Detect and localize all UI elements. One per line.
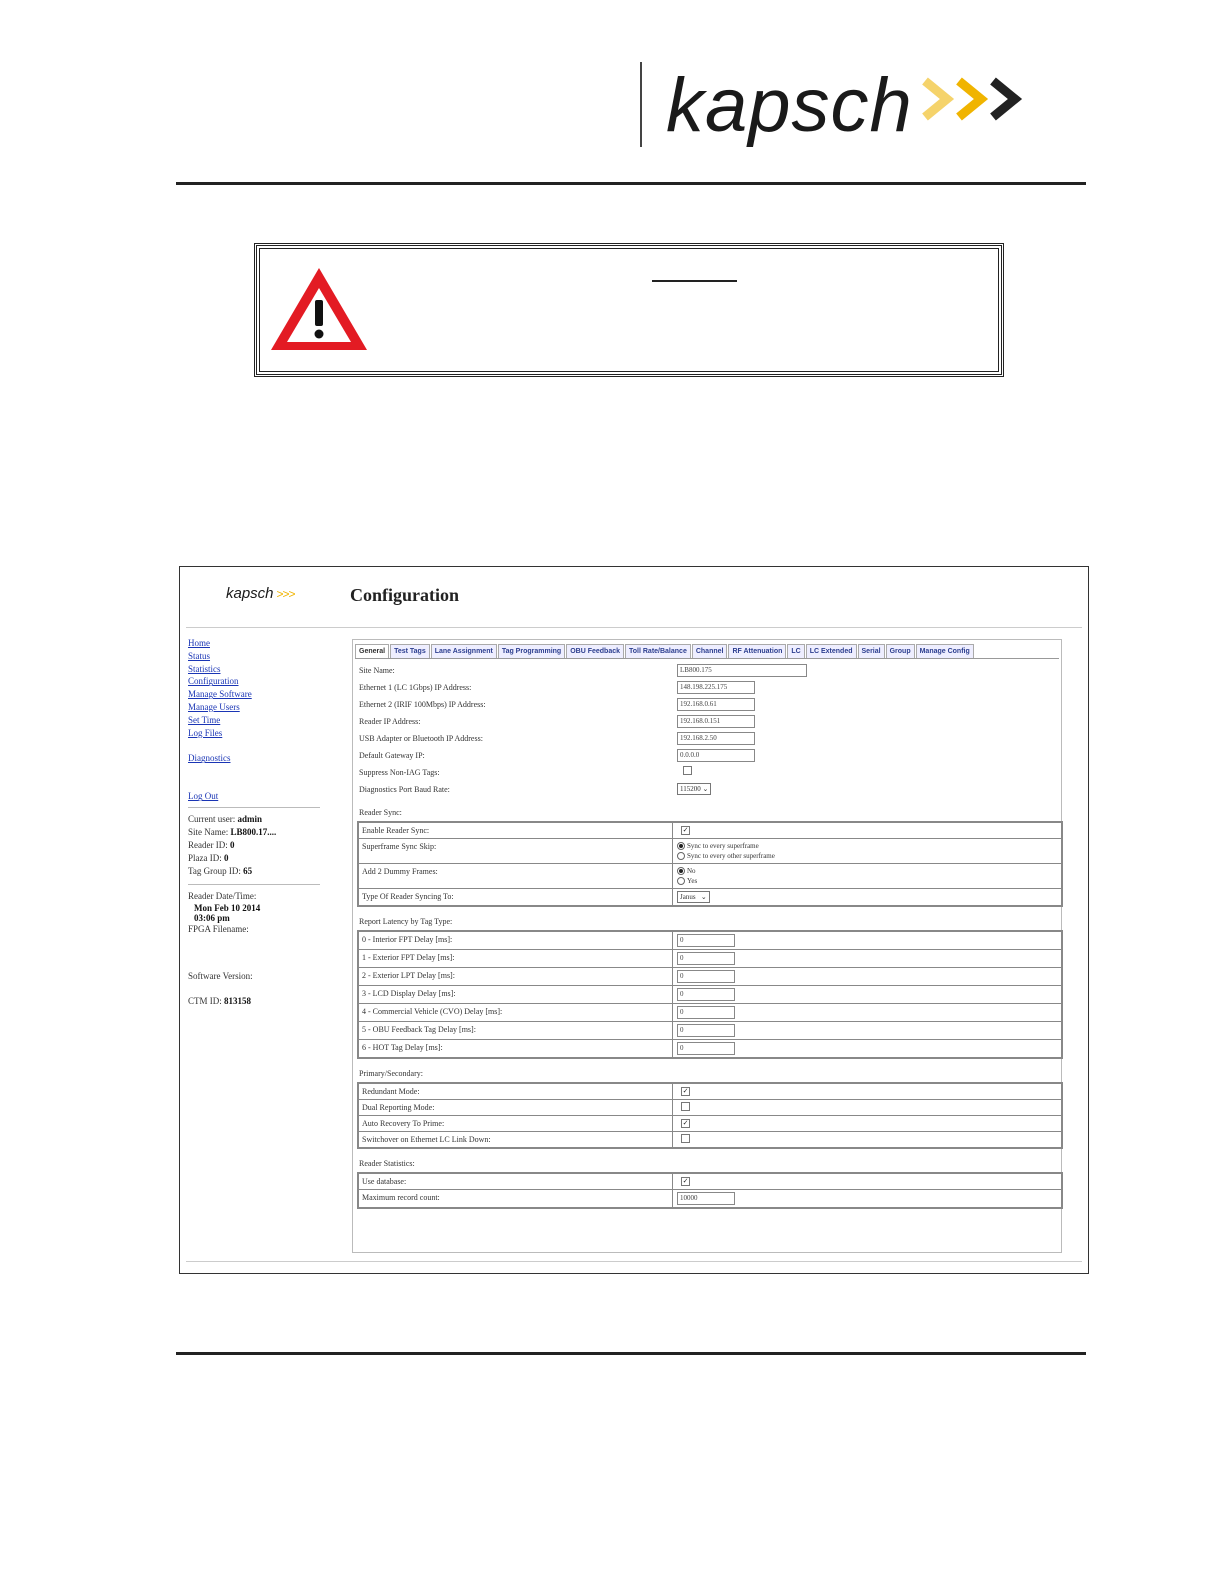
- ethernet2-ip-input[interactable]: 192.168.0.61: [677, 698, 755, 711]
- baud-rate-label: Diagnostics Port Baud Rate:: [359, 785, 450, 794]
- sync-every-superframe-radio[interactable]: [677, 841, 1057, 851]
- site-name-value: LB800.17....: [230, 827, 277, 838]
- suppress-non-iag-label: Suppress Non-IAG Tags:: [359, 768, 440, 777]
- dual-reporting-checkbox[interactable]: [681, 1102, 690, 1111]
- table-row: [359, 950, 1061, 968]
- reader-datetime-label: Reader Date/Time:: [188, 891, 257, 902]
- reader-datetime: [188, 890, 320, 1008]
- latency-label: 5 - OBU Feedback Tag Delay [ms]:: [359, 1022, 673, 1039]
- tab-test-tags[interactable]: Test Tags: [390, 644, 430, 658]
- table-row: [359, 1116, 1061, 1132]
- nav-set-time-link[interactable]: Set Time: [188, 714, 221, 725]
- ctm-id-label: CTM ID:: [188, 996, 222, 1007]
- tab-rf-attenuation[interactable]: RF Attenuation: [728, 644, 786, 658]
- tab-tag-programming[interactable]: Tag Programming: [498, 644, 565, 658]
- table-row: [359, 1174, 1061, 1190]
- footer-divider-line: [186, 1261, 1082, 1262]
- table-row: [359, 839, 1061, 864]
- gateway-ip-input[interactable]: 0.0.0.0: [677, 749, 755, 762]
- nav-configuration-link[interactable]: Configuration: [188, 676, 239, 687]
- reader-statistics-title: Reader Statistics:: [359, 1159, 415, 1168]
- sidebar: [188, 637, 320, 1008]
- app-logo-chevrons-icon: >>>: [276, 586, 295, 601]
- tab-lane-assignment[interactable]: Lane Assignment: [431, 644, 497, 658]
- latency-input[interactable]: 0: [677, 1006, 735, 1019]
- header-rule: [176, 182, 1086, 185]
- tag-group-id-value: 65: [243, 866, 253, 877]
- suppress-non-iag-checkbox[interactable]: [683, 766, 692, 775]
- tab-serial[interactable]: Serial: [858, 644, 885, 658]
- reader-ip-row: [357, 713, 1057, 730]
- gateway-ip-label: Default Gateway IP:: [359, 751, 425, 760]
- sync-every-other-superframe-radio[interactable]: [677, 851, 1057, 861]
- sync-type-value: Janus: [680, 893, 696, 901]
- redundant-mode-label: Redundant Mode:: [359, 1084, 673, 1099]
- latency-label: 1 - Exterior FPT Delay [ms]:: [359, 950, 673, 967]
- nav-statistics-link[interactable]: Statistics: [188, 663, 221, 674]
- enable-reader-sync-checkbox[interactable]: ✓: [682, 826, 689, 834]
- auto-recovery-checkbox[interactable]: ✓: [682, 1119, 689, 1127]
- suppress-non-iag-row: [357, 764, 1057, 781]
- table-row: [359, 986, 1061, 1004]
- header-divider: [640, 62, 642, 147]
- logo-wordmark: kapsch: [666, 63, 913, 148]
- table-row: [359, 1040, 1061, 1057]
- software-version-label: Software Version:: [188, 971, 253, 982]
- radio-label: Sync to every other superframe: [687, 852, 775, 860]
- chevron-down-icon: ⌄: [702, 785, 709, 793]
- usb-ip-label: USB Adapter or Bluetooth IP Address:: [359, 734, 483, 743]
- tab-obu-feedback[interactable]: OBU Feedback: [566, 644, 624, 658]
- max-record-count-label: Maximum record count:: [359, 1190, 673, 1207]
- gateway-ip-row: [357, 747, 1057, 764]
- table-row: [359, 1100, 1061, 1116]
- app-logo-wordmark: kapsch: [226, 585, 274, 602]
- usb-ip-row: [357, 730, 1057, 747]
- general-form: [357, 662, 1057, 1209]
- fpga-filename-label: FPGA Filename:: [188, 924, 249, 935]
- sidebar-divider: [188, 807, 320, 808]
- radio-label: Sync to every superframe: [687, 842, 759, 850]
- chevron-down-icon: ⌄: [700, 893, 707, 901]
- ethernet2-ip-row: [357, 696, 1057, 713]
- tab-lc-extended[interactable]: LC Extended: [806, 644, 857, 658]
- logo-chevrons-icon: [921, 73, 1041, 125]
- latency-label: 4 - Commercial Vehicle (CVO) Delay [ms]:: [359, 1004, 673, 1021]
- tab-toll-rate-balance[interactable]: Toll Rate/Balance: [625, 644, 691, 658]
- nav-manage-software-link[interactable]: Manage Software: [188, 689, 252, 700]
- latency-input[interactable]: 0: [677, 1042, 735, 1055]
- latency-input[interactable]: 0: [677, 970, 735, 983]
- ethernet2-ip-label: Ethernet 2 (IRIF 100Mbps) IP Address:: [359, 700, 486, 709]
- ethernet1-ip-row: [357, 679, 1057, 696]
- app-logo: [226, 585, 295, 602]
- baud-rate-row: [357, 781, 1057, 798]
- use-database-label: Use database:: [359, 1174, 673, 1189]
- site-name-input[interactable]: LB800.175: [677, 664, 807, 677]
- switchover-checkbox[interactable]: [681, 1134, 690, 1143]
- tab-general[interactable]: General: [355, 644, 389, 658]
- dummy-frames-no-radio[interactable]: [677, 866, 1057, 876]
- config-panel: [352, 639, 1062, 1253]
- radio-label: No: [687, 867, 696, 875]
- dummy-frames-yes-radio[interactable]: [677, 876, 1057, 886]
- tag-group-id-label: Tag Group ID:: [188, 866, 241, 877]
- sidebar-divider: [188, 884, 320, 885]
- sidebar-nav: [188, 637, 320, 739]
- use-database-checkbox[interactable]: ✓: [682, 1177, 689, 1185]
- plaza-id-label: Plaza ID:: [188, 853, 222, 864]
- latency-input[interactable]: 0: [677, 934, 735, 947]
- table-row: [359, 968, 1061, 986]
- superframe-skip-label: Superframe Sync Skip:: [359, 839, 673, 863]
- reader-ip-label: Reader IP Address:: [359, 717, 421, 726]
- switchover-label: Switchover on Ethernet LC Link Down:: [359, 1132, 673, 1147]
- kapsch-logo: [666, 63, 1041, 148]
- tab-group[interactable]: Group: [886, 644, 915, 658]
- reader-sync-table: [357, 821, 1063, 907]
- enable-reader-sync-label: Enable Reader Sync:: [359, 823, 673, 838]
- logout-link[interactable]: Log Out: [188, 791, 219, 802]
- tab-channel[interactable]: Channel: [692, 644, 728, 658]
- ethernet1-ip-input[interactable]: 148.198.225.175: [677, 681, 755, 694]
- sync-type-label: Type Of Reader Syncing To:: [359, 889, 673, 905]
- plaza-id-value: 0: [224, 853, 229, 864]
- dummy-frames-label: Add 2 Dummy Frames:: [359, 864, 673, 888]
- primary-secondary-title: Primary/Secondary:: [359, 1069, 423, 1078]
- nav-home-link[interactable]: Home: [188, 638, 210, 648]
- site-name-row: [357, 662, 1057, 679]
- reader-info: [188, 813, 320, 878]
- caution-title-underline: [652, 280, 737, 282]
- redundant-mode-checkbox[interactable]: ✓: [682, 1087, 689, 1095]
- table-row: [359, 889, 1061, 905]
- latency-label: 2 - Exterior LPT Delay [ms]:: [359, 968, 673, 985]
- usb-ip-input[interactable]: 192.168.2.50: [677, 732, 755, 745]
- reader-statistics-table: [357, 1172, 1063, 1209]
- header-divider-line: [186, 627, 1082, 628]
- primary-secondary-table: [357, 1082, 1063, 1149]
- warning-triangle-icon: [267, 264, 371, 359]
- nav-log-files-link[interactable]: Log Files: [188, 727, 223, 738]
- reader-date-value: Mon Feb 10 2014: [194, 903, 261, 914]
- table-row: [359, 1190, 1061, 1207]
- baud-rate-value: 115200: [680, 785, 701, 793]
- reader-ip-input[interactable]: 192.168.0.151: [677, 715, 755, 728]
- table-row: [359, 932, 1061, 950]
- reader-id-label: Reader ID:: [188, 840, 228, 851]
- page-title: Configuration: [350, 585, 460, 605]
- reader-config-screenshot: [179, 566, 1089, 1274]
- latency-label: 3 - LCD Display Delay [ms]:: [359, 986, 673, 1003]
- footer-rule: [176, 1352, 1086, 1355]
- table-row: [359, 1022, 1061, 1040]
- tab-lc[interactable]: LC: [787, 644, 804, 658]
- ctm-id-value: 813158: [224, 996, 251, 1007]
- latency-table: [357, 930, 1063, 1059]
- latency-input[interactable]: 0: [677, 1024, 735, 1037]
- current-user-label: Current user:: [188, 814, 236, 825]
- table-row: [359, 864, 1061, 889]
- latency-label: 6 - HOT Tag Delay [ms]:: [359, 1040, 673, 1057]
- radio-label: Yes: [687, 877, 698, 885]
- latency-title: Report Latency by Tag Type:: [359, 917, 453, 926]
- latency-input[interactable]: 0: [677, 988, 735, 1001]
- nav-status-link[interactable]: Status: [188, 650, 211, 661]
- sync-type-select[interactable]: [677, 891, 710, 903]
- table-row: [359, 1084, 1061, 1100]
- reader-sync-title: Reader Sync:: [359, 808, 402, 817]
- site-name-label: Site Name:: [188, 827, 229, 838]
- caution-box: [254, 243, 1004, 377]
- config-tabs: [355, 644, 1059, 659]
- auto-recovery-label: Auto Recovery To Prime:: [359, 1116, 673, 1131]
- dual-reporting-label: Dual Reporting Mode:: [359, 1100, 673, 1115]
- nav-manage-users-link[interactable]: Manage Users: [188, 701, 240, 712]
- latency-label: 0 - Interior FPT Delay [ms]:: [359, 932, 673, 949]
- baud-rate-select[interactable]: [677, 783, 711, 795]
- table-row: [359, 1132, 1061, 1147]
- nav-diagnostics-link[interactable]: Diagnostics: [188, 753, 231, 764]
- tab-manage-config[interactable]: Manage Config: [916, 644, 974, 658]
- reader-id-value: 0: [229, 840, 235, 851]
- reader-time-value: 03:06 pm: [194, 913, 230, 924]
- site-name-field-label: Site Name:: [359, 666, 395, 675]
- latency-input[interactable]: 0: [677, 952, 735, 965]
- table-row: [359, 1004, 1061, 1022]
- table-row: [359, 823, 1061, 839]
- max-record-count-input[interactable]: 10000: [677, 1192, 735, 1205]
- current-user-value: admin: [237, 814, 263, 825]
- ethernet1-ip-label: Ethernet 1 (LC 1Gbps) IP Address:: [359, 683, 472, 692]
